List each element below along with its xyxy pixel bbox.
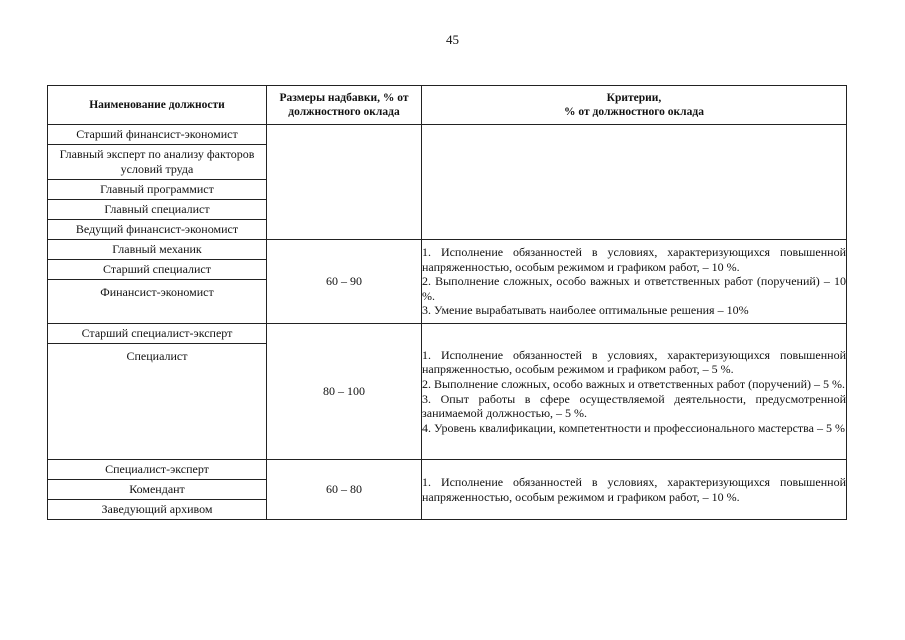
page-number: 45	[446, 32, 459, 47]
position-cell: Специалист	[48, 344, 267, 460]
criteria-item: 1. Исполнение обязанностей в условиях, характеризующихся повышенной напряженностью, особым режимом и графиком работ, – 5 %.	[422, 347, 846, 377]
table-row	[48, 125, 847, 145]
position-cell: Старший специалист	[48, 260, 267, 280]
header-criteria	[422, 86, 847, 125]
criteria-item: 1. Исполнение обязанностей в условиях, характеризующихся повышенной напряженностью, особым режимом и графиком работ, – 10 %.	[422, 474, 846, 504]
position-cell: Специалист-эксперт	[48, 460, 267, 480]
position-cell: Главный механик	[48, 240, 267, 260]
table-header-row	[48, 86, 847, 125]
header-criteria-line2: % от должностного оклада	[564, 106, 704, 118]
criteria-cell	[422, 460, 847, 520]
position-cell: Главный специалист	[48, 200, 267, 220]
size-cell: 60 – 90	[267, 240, 422, 324]
position-cell: Финансист-экономист	[48, 280, 267, 324]
header-size	[267, 86, 422, 125]
criteria-item: 1. Исполнение обязанностей в условиях, характеризующихся повышенной напряженностью, особым режимом и графиком работ, – 10 %.	[422, 245, 846, 274]
position-cell: Главный эксперт по анализу факторов условий труда	[48, 145, 267, 180]
criteria-item: 3. Опыт работы в сфере осуществляемой деятельности, предусмотренной занимаемой должностью, – 5 %.	[422, 391, 846, 421]
position-cell: Комендант	[48, 480, 267, 500]
header-criteria-line1: Критерии,	[606, 92, 662, 104]
position-cell: Главный программист	[48, 180, 267, 200]
table-row	[48, 324, 847, 344]
allowance-table	[47, 85, 847, 520]
size-cell: 60 – 80	[267, 460, 422, 520]
criteria-item: 4. Уровень квалификации, компетентности и профессионального мастерства – 5 %	[422, 420, 845, 435]
criteria-cell	[422, 324, 847, 460]
criteria-item: 2. Выполнение сложных, особо важных и ответственных работ (поручений) – 10 %.	[422, 274, 846, 303]
table-row	[48, 460, 847, 480]
size-cell	[267, 125, 422, 240]
position-cell: Старший финансист-экономист	[48, 125, 267, 145]
header-size-line1: Размеры надбавки, % от	[279, 92, 409, 104]
position-cell: Старший специалист-эксперт	[48, 324, 267, 344]
criteria-cell	[422, 125, 847, 240]
position-cell: Заведующий архивом	[48, 500, 267, 520]
header-size-line2: должностного оклада	[288, 106, 400, 118]
criteria-item: 2. Выполнение сложных, особо важных и ответственных работ (поручений) – 5 %.	[422, 376, 845, 391]
criteria-item: 3. Умение вырабатывать наиболее оптимальные решения – 10%	[422, 303, 749, 318]
size-cell: 80 – 100	[267, 324, 422, 460]
criteria-cell	[422, 240, 847, 324]
table-row	[48, 240, 847, 260]
header-position: Наименование должности	[48, 86, 267, 125]
position-cell: Ведущий финансист-экономист	[48, 220, 267, 240]
